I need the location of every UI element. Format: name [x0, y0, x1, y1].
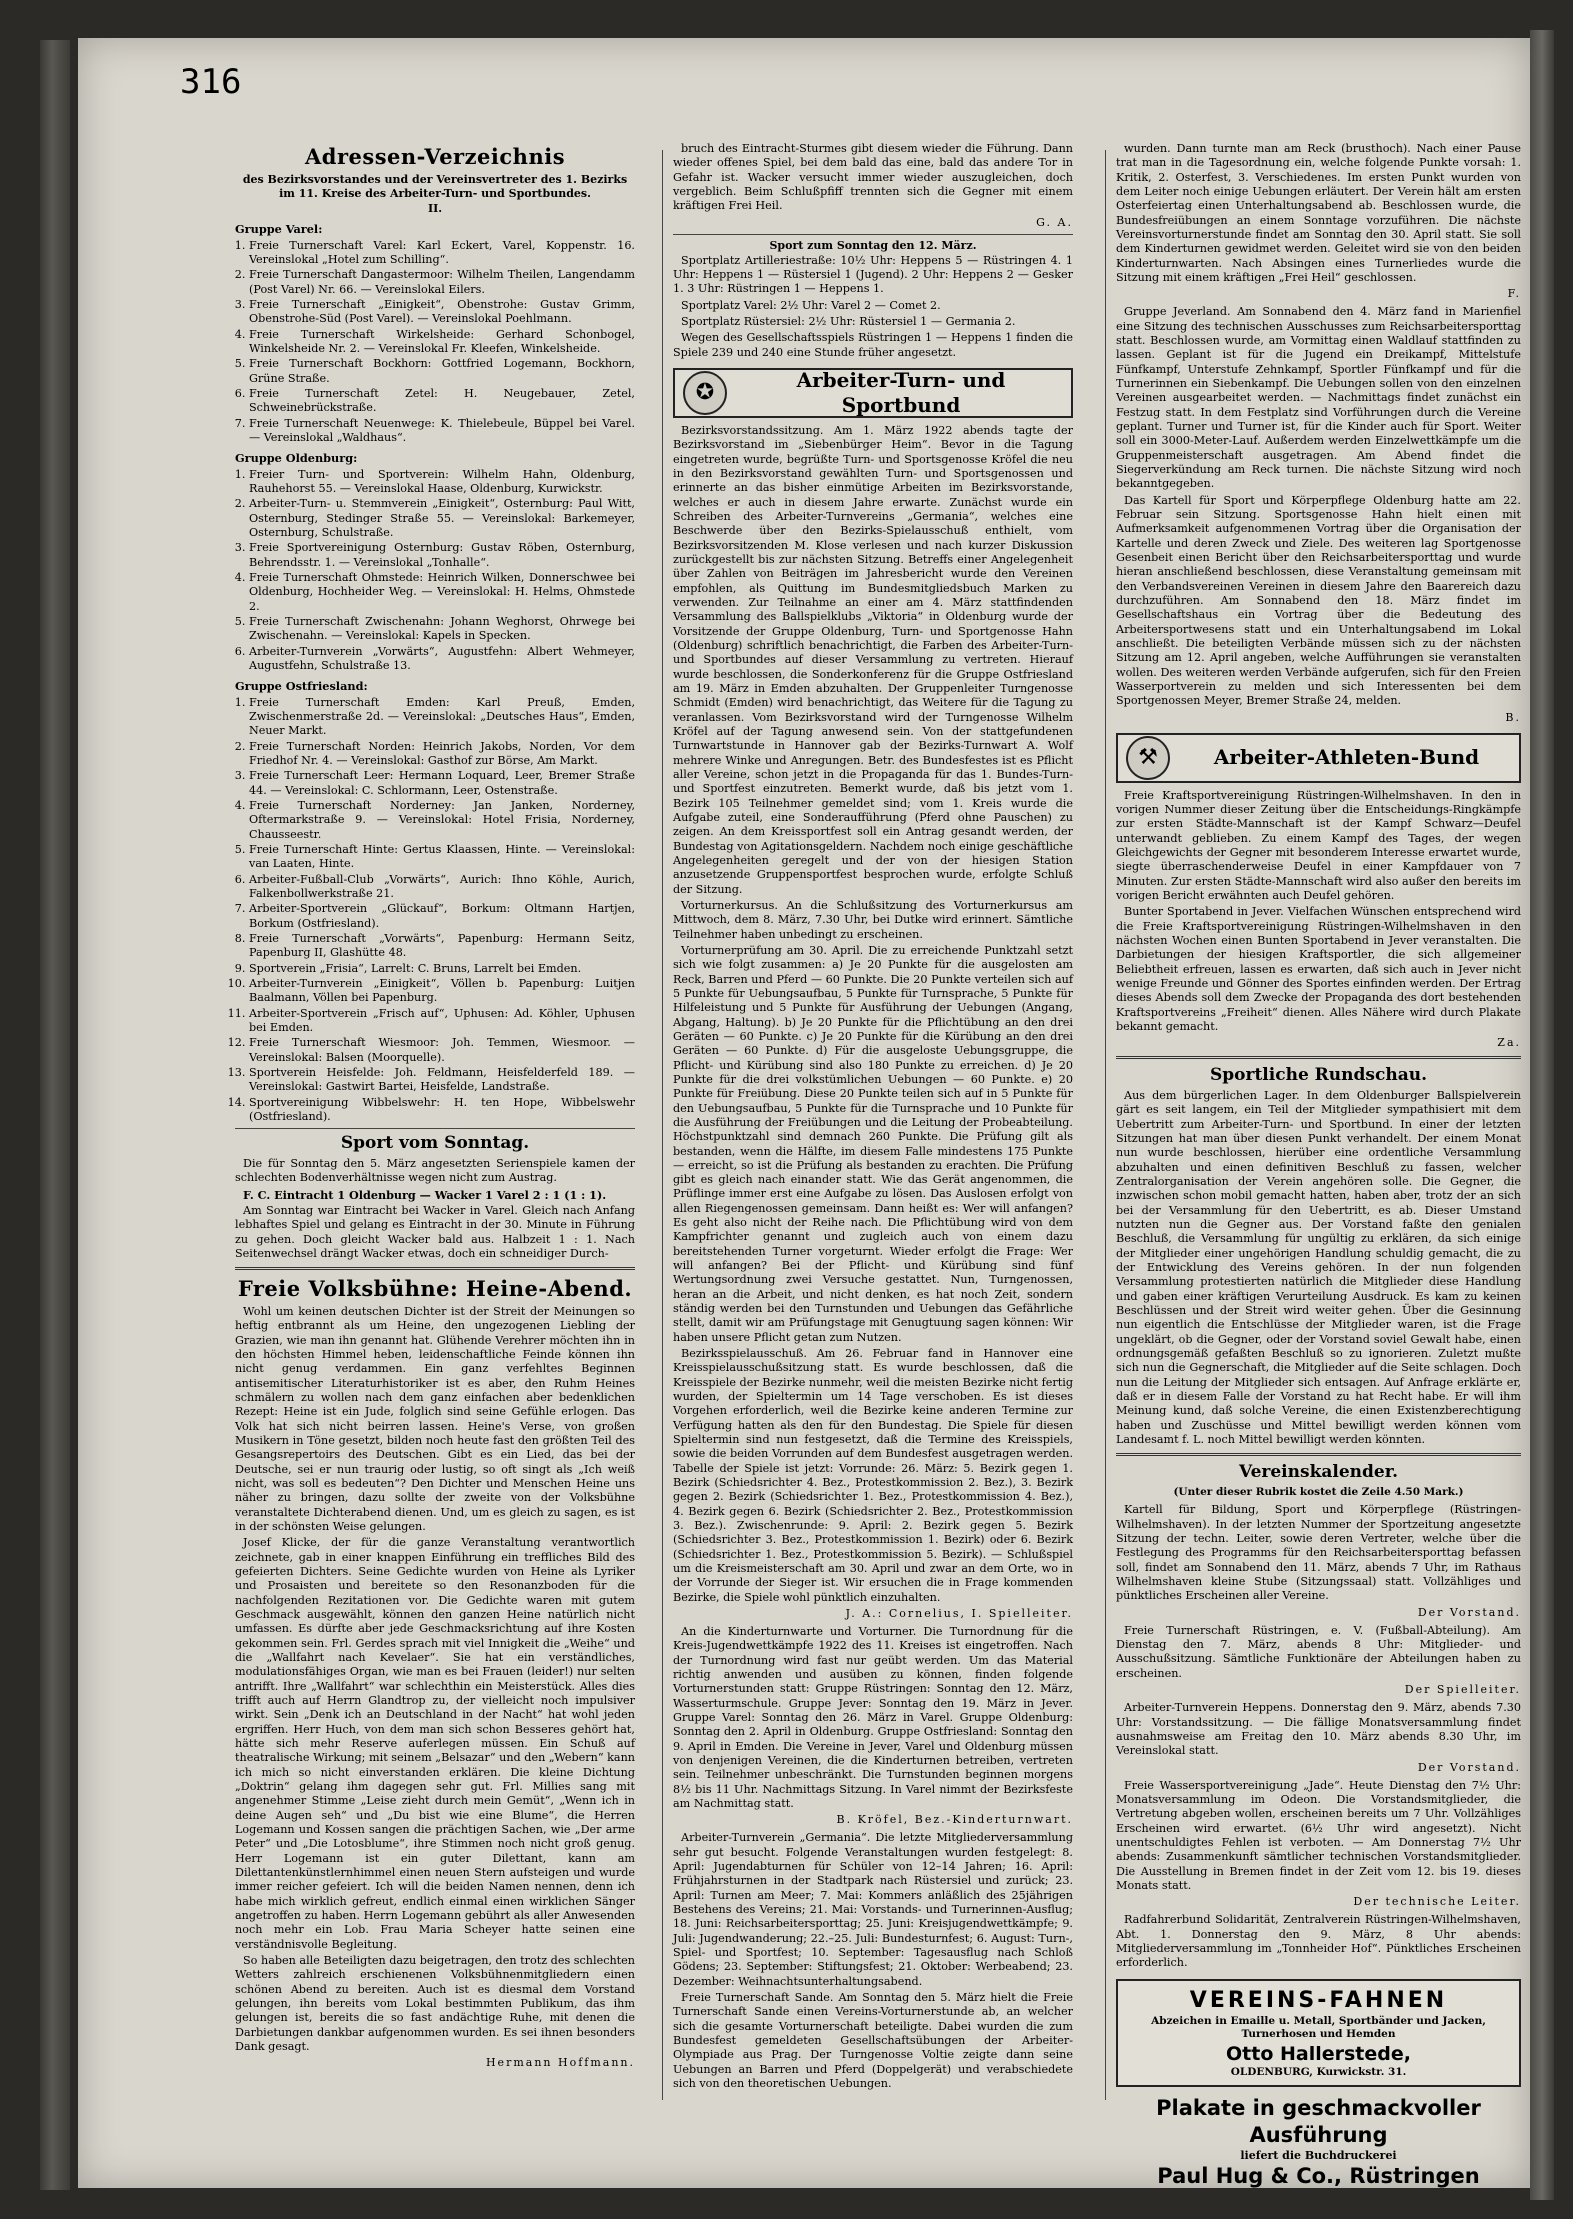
- list-item: 13. Sportverein Heisfelde: Joh. Feldmann, Heisfelderfeld 189. — Vereinslokal: Gastwirt Bartei, Heisfelde, Landstraße.: [249, 1066, 635, 1095]
- list-item: 5. Freie Turnerschaft Bockhorn: Gottfried Logemann, Bockhorn, Grüne Straße.: [249, 357, 635, 386]
- part-number: II.: [427, 202, 443, 216]
- ad-address: OLDENBURG, Kurwickstr. 31.: [1230, 2065, 1407, 2078]
- group-heading: Gruppe Oldenburg:: [235, 451, 358, 466]
- divider: [235, 1128, 635, 1129]
- list-item: 2. Freie Turnerschaft Dangastermoor: Wilhelm Theilen, Langendamm (Post Varel) Nr. 66. — Vereinslokal Eilers.: [249, 268, 635, 297]
- list-item: 7. Arbeiter-Sportverein „Glückauf“, Borkum: Oltmann Hartjen, Borkum (Ostfriesland).: [249, 902, 635, 931]
- print-advertisement: [1116, 2095, 1521, 2190]
- calendar-entry: Freie Turnerschaft Rüstringen, e. V. (Fußball-Abteilung). Am Dienstag den 7. März, abends 8 Uhr: Mitglieder- und Ausschußsitzung. Sämtliche Funktionäre der Abteilungen haben zu erscheinen.: [1116, 1623, 1521, 1680]
- article-paragraph: Am Sonntag war Eintracht bei Wacker in Varel. Gleich nach Anfang lebhaftes Spiel und gelang es Eintracht in der 30. Minute in Führung zu gehen. Doch gleicht Wacker bald aus. Halbzeit 1 : 1. Nach Seitenwechsel drängt Wacker etwas, doch ein schneidiger Durch-: [235, 1203, 635, 1260]
- article-paragraph: Bezirksspielausschuß. Am 26. Februar fand in Hannover eine Kreisspielausschußsitzung statt. Es wurde beschlossen, daß die Kreisspiele der Bezirke nunmehr, weil die meisten Bezirke nicht fertig wurden, der Spieltermin um 14 Tage verschoben. Es ist dieses Vorgehen erforderlich, weil die Bezirke keine anderen Termine zur Verfügung hatten als den für den Bundestag. Die Spiele für diesen Spieltermin sind nun festgesetzt, daß die Termine des Kreisspiels, sowie die beiden Vorrunden auf dem Bundesfest ausgetragen werden. Tabelle der Spiele ist jetzt: Vorrunde: 26. März: 5. Bezirk gegen 1. Bezirk (Schiedsrichter 4. Bez., Protestkommission 2. Bez.), 3. Bezirk gegen 2. Bezirk (Schiedsrichter 1. Bez., Protestkommission 4. Bez.), 4. Bezirk gegen 6. Bezirk (Schiedsrichter 2. Bez., Protestkommission 3. Bez.). Zwischenrunde: 9. April: 2. Bezirk gegen 5. Bezirk (Schiedsrichter 3. Bez., Protestkommission 1. Bezirk) oder 6. Bezirk (Schiedsrichter 1. Bez., Protestkommission 5. Bezirk). — Schlußspiel um die Kreismeisterschaft am 30. April und zwar an dem Orte, wo in der Vorrunde der Sieger ist. Wir ersuchen die in Frage kommenden Bezirke, die Spiele wohl pünktlich einzuhalten.: [673, 1347, 1073, 1604]
- sport-review-title: Sportliche Rundschau.: [1210, 1065, 1427, 1086]
- list-item: 3. Freie Turnerschaft „Einigkeit“, Obenstrohe: Gustav Grimm, Obenstrohe-Süd (Post Varel). — Vereinslokal Poehlmann.: [249, 298, 635, 327]
- list-item: 5. Freie Turnerschaft Hinte: Gertus Klaassen, Hinte. — Vereinslokal: van Laaten, Hinte.: [249, 843, 635, 872]
- article-paragraph: An die Kinderturnwarte und Vorturner. Die Turnordnung für die Kreis-Jugendwettkämpfe 1922 des 11. Kreises ist eingetroffen. Nach der Turnordnung wird fast nur geübt werden. Um das Material richtig anwenden und ausüben zu können, finden folgende Vorturnerstunden statt: Gruppe Rüstringen: Sonntag den 12. März, Wasserturmschule. Gruppe Jever: Sonntag den 19. März in Jever. Gruppe Varel: Sonntag den 26. März in Varel. Gruppe Oldenburg: Sonntag den 2. April in Oldenburg. Gruppe Ostfriesland: Sonntag den 9. April in Emden. Die Vereine in Jever, Varel und Oldenburg müssen von denjenigen Vereinen, die die Kinderturnen betreiben, vertreten sein. Teilnehmer unbeschränkt. Die Turnstunden beginnen morgens 8½ bis 11 Uhr. Nachmittags Sitzung. In Varel nimmt der Bezirksfeste am Nachmittag statt.: [673, 1625, 1073, 1811]
- ad-headline: Plakate in geschmackvoller Ausführung: [1156, 2096, 1481, 2148]
- author-signature: F.: [1507, 287, 1521, 301]
- author-signature: Za.: [1497, 1036, 1521, 1050]
- list-item: 5. Freie Turnerschaft Zwischenahn: Johann Weghorst, Ohrwege bei Zwischenahn. — Vereinslokal: Kapels in Specken.: [249, 615, 635, 644]
- author-signature: B. Kröfel, Bez.-Kinderturnwart.: [836, 1813, 1073, 1827]
- list-item: 4. Freie Turnerschaft Wirkelsheide: Gerhard Schonbogel, Winkelsheide Nr. 2. — Vereinslokal Fr. Kleefen, Winkelsheide.: [249, 328, 635, 357]
- article-paragraph: bruch des Eintracht-Sturmes gibt diesem wieder die Führung. Dann wieder offenes Spiel, bei dem bald das eine, bald das andere Tor in Gefahr ist. Wacker versucht immer wieder auszugleichen, doch vergeblich. Beim Schlußpfiff trennten sich die Gegner mit einem kräftigen Frei Heil.: [673, 142, 1073, 213]
- match-result: F. C. Eintracht 1 Oldenburg — Wacker 1 Varel 2 : 1 (1 : 1).: [243, 1187, 607, 1202]
- article-paragraph: Die für Sonntag den 5. März angesetzten Serienspiele kamen der schlechten Bodenverhältnisse wegen nicht zum Austrag.: [235, 1156, 635, 1185]
- article-paragraph: Arbeiter-Turnverein „Germania“. Die letzte Mitgliederversammlung sehr gut besucht. Folgende Veranstaltungen wurden festgelegt: 8. April: Jugendabturnen für Schüler von 12–14 Jahren; 16. April: Frühjahrsturnen in der Stadtpark nach Rüstersiel und zurück; 23. April: Turnen am Meer; 7. Mai: Kommers anläßlich des 25jährigen Bestehens des Vereins; 21. Mai: Vorstands- und Turnerinnen-Ausflug; 18. Juni: Reichsarbeitersporttag; 25. Juni: Kreisjugendwettkämpfe; 9. Juli: Jugendwanderung; 22.–25. Juli: Bundesturnfest; 6. August: Turn-, Spiel- und Sportfest; 10. September: Tagesausflug nach Schloß Gödens; 23. September: Stiftungsfest; 21. Oktober: Werbeabend; 23. Dezember: Weihnachtsunterhaltungsabend.: [673, 1831, 1073, 1988]
- list-item: 8. Freie Turnerschaft „Vorwärts“, Papenburg: Hermann Seitz, Papenburg II, Glashütte 48.: [249, 932, 635, 961]
- column-1: [235, 142, 635, 2074]
- calendar-entry: Radfahrerbund Solidarität, Zentralverein Rüstringen-Wilhelmshaven, Abt. 1. Donnerstag den 9. März, 8 Uhr abends: Mitgliederversammlung im „Tonnheider Hof“. Pünktliches Erscheinen erforderlich.: [1116, 1913, 1521, 1970]
- column-rule: [662, 150, 663, 2100]
- calendar-entry: Kartell für Bildung, Sport und Körperpflege (Rüstringen-Wilhelmshaven). In der letzten Nummer der Sportzeitung angesetzte Sitzung der techn. Leiter, sowie deren Vertreter, welche über die Festlegung des Programms für den Reichsarbeitersporttag befassen soll, findet am Sonnabend den 11. März, abends 7 Uhr, im Rathaus Wilhelmshaven kleine Stube (Sitzungssaal) statt. Vollzähliges und pünktliches Erscheinen aller Vereine.: [1116, 1503, 1521, 1603]
- page-number: 316: [180, 62, 242, 102]
- column-2: [673, 142, 1073, 2093]
- group-heading: Gruppe Ostfriesland:: [235, 679, 368, 694]
- list-item: 7. Freie Turnerschaft Neuenwege: K. Thielebeule, Büppel bei Varel. — Vereinslokal „Waldhaus“.: [249, 417, 635, 446]
- column-rule: [1105, 150, 1106, 2100]
- article-paragraph: Das Kartell für Sport und Körperpflege Oldenburg hatte am 22. Februar sein Sitzung. Sportsgenosse Hahn hielt einen mit Aufmerksamkeit aufgenommenen Vortrag über die Organisation der Kartelle und deren Zweck und Ziele. Des weiteren lag Sportgenosse Gesenbeit einen Bericht über den Reichsarbeitersporttag und wurde hieran anschließend beschlossen, diese Veranstaltung gemeinsam mit den Verbandsvereinen Vereinen in diesem Jahre den Baarereich dazu durchzuführen. Am Sonnabend den 18. März findet im Gesellschaftshaus ein Vortrag über die Bedeutung des Arbeitersportwesens statt und ein Unterhaltungsabend im Lokal anschließt. Die beteiligten Verbände müssen sich zu der nächsten Sitzung am 12. April angeben, welche Aufführungen sie veranstalten wollen. Des weiteren werden Verbände aufgerufen, sich für den Freien Wasserportverein zu melden und sich Interessenten bei dem Sportgenossen Meyer, Bremer Straße 24, melden.: [1116, 493, 1521, 708]
- article-paragraph: Freie Turnerschaft Sande. Am Sonntag den 5. März hielt die Freie Turnerschaft Sande einen Vereins-Vorturnerstunde ab, an welcher sich die gesamte Vorturnerschaft beteiligte. Dabei wurden die zum Bundesfest gemeldeten Gesellschaftsübungen der Arbeiter-Olympiade aus Prag. Der Turngenosse Voltie zeigte dann seine Uebungen an Barren und Pferd (Doppelgerät) und verabschiedete sich von den theoretischen Uebungen.: [673, 1991, 1073, 2090]
- article-paragraph: Josef Klicke, der für die ganze Veranstaltung verantwortlich zeichnete, gab in einer knappen Einführung ein treffliches Bild des gefeierten Dichters. Seine Gedichte wurden von Heine als Lyriker und Prosaisten und bereitete so den Resonanzboden für die nachfolgenden Rezitationen vor. Die Gedichte waren mit gutem Geschmack ausgewählt, können den ganzen Heine natürlich nicht umfassen. Es dürfte aber jede Geschmacksrichtung auf ihre Kosten gekommen sein. Frl. Gerdes sprach mit viel Innigkeit die „Weihe“ und die „Wallfahrt nach Kevelaer“. Sie hat ein verständliches, modulationsfähiges Organ, wie man es bei Frauen (leider!) nur selten antrifft. Ihre „Wallfahrt“ war schlechthin ein Meisterstück. Alles dies trifft auch auf Herrn Glandtrop zu, der vielleicht noch impulsiver wirkt. Sein „Denk ich an Deutschland in der Nacht“ hat wohl jeden ergriffen. Herr Huch, von dem man sich schon Besseres gehört hat, hätte sich mehr Reserve auferlegen müssen. Ein Schuß auf theatralische Wirkung; mit seinem „Belsazar“ und den „Webern“ kann ich mich so nicht einverstanden erklären. Die kleine Dichtung „Doktrin“ gelang ihm dagegen sehr gut. Frl. Millies sang mit angenehmer Stimme „Leise zieht durch mein Gemüt“, „Wenn ich in deine Augen seh“ und „Du bist wie eine Blume“, die Herren Logemann und Kossen sangen die prächtigen Sachen, wie „Der arme Peter“ und „Die Lotosblume“, ihre Stimmen noch nicht groß genug. Herr Logemann ist ein guter Dilettant, kann am Dilettantenkünstlernhimmel einen neuen Stern aufsteigen und wurde immer reicher gefeiert. Ich will die beiden Namen nennen, denn ich habe mich wirklich gefreut, endlich einmal einen wirklichen Sänger angetroffen zu haben. Herrn Logemann gebührt als aller Anwesenden noch mehr ein Lob. Frau Maria Scheyer hatte seinen eine verständnisvolle Begleitung.: [235, 1536, 635, 1951]
- list-item: 3. Freie Turnerschaft Leer: Hermann Loquard, Leer, Bremer Straße 44. — Vereinslokal: C. Schlormann, Leer, Ostenstraße.: [249, 769, 635, 798]
- list-item: 12. Freie Turnerschaft Wiesmoor: Joh. Temmen, Wiesmoor. — Vereinslokal: Balsen (Moorquelle).: [249, 1036, 635, 1065]
- list-item: 4. Freie Turnerschaft Norderney: Jan Janken, Norderney, Oftermarkstraße 9. — Vereinslokal: Hotel Frisia, Norderney, Chausseestr.: [249, 799, 635, 842]
- author-signature: Der Spielleiter.: [1404, 1683, 1521, 1697]
- group-heading: Gruppe Varel:: [235, 222, 323, 237]
- list-item: 2. Freie Turnerschaft Norden: Heinrich Jakobs, Norden, Vor dem Friedhof Nr. 4. — Vereinslokal: Gasthof zur Börse, Am Markt.: [249, 740, 635, 769]
- club-calendar-title: Vereinskalender.: [1238, 1462, 1399, 1483]
- address-list-varel: [235, 239, 635, 446]
- divider: [673, 234, 1073, 235]
- divider: [1116, 1056, 1521, 1059]
- article-paragraph: wurden. Dann turnte man am Reck (brusthoch). Nach einer Pause trat man in die Tagesordnung ein, welche folgende Punkte vorsah: 1. Kritik, 2. Osterfest, 3. Verschiedenes. Im ersten Punkt wurden von dem Leiter noch einige Uebungen erläutert. Der Verein hält am ersten Osterfeiertag einen Unterhaltungsabend ab. Beschlossen wurde, die Bundesfreiübungen an einem Sonntage vorzuführen. Die nächste Vereinsvorturnerstunde findet am Sonntag den 30. April statt. Sie soll dem Kinderturnen gewidmet werden. Geleitet wird sie von den beiden Kinderturnwarten. Nach Absingen eines Turnerliedes wurde die Sitzung mit einem kräftigen „Frei Heil“ geschlossen.: [1116, 142, 1521, 284]
- binding-edge: [40, 40, 70, 2190]
- athleten-banner: [1116, 733, 1521, 783]
- list-item: 10. Arbeiter-Turnverein „Einigkeit“, Völlen b. Papenburg: Luitjen Baalmann, Völlen bei Papenburg.: [249, 977, 635, 1006]
- article-paragraph: Wegen des Gesellschaftsspiels Rüstringen 1 — Heppens 1 finden die Spiele 239 und 240 eine Stunde früher angesetzt.: [673, 331, 1073, 359]
- page-edge: [1530, 30, 1554, 2200]
- banner-title: Arbeiter-Turn- und Sportbund: [796, 367, 1006, 418]
- author-signature: Der Vorstand.: [1417, 1605, 1521, 1619]
- list-item: 1. Freie Turnerschaft Varel: Karl Eckert, Varel, Koppenstr. 16. Vereinslokal „Hotel zum Schilling“.: [249, 239, 635, 268]
- list-item: 6. Arbeiter-Turnverein „Vorwärts“, Augustfehn: Albert Wehmeyer, Augustfehn, Schulstraße 13.: [249, 645, 635, 674]
- author-signature: Der technische Leiter.: [1353, 1895, 1521, 1909]
- article-paragraph: Vorturnerprüfung am 30. April. Die zu erreichende Punktzahl setzt sich wie folgt zusammen: a) Je 20 Punkte für die ausgelosten am Reck, Barren und Pferd — 60 Punkte. Die 20 Punkte verteilen sich auf 5 Punkte für Uebungsaufbau, 5 Punkte für Turnsprache, 5 Punkte für Hilfeleistung und 5 Punkte für Ausführung der Uebungen (Angang, Abgang, Haltung). b) Je 20 Punkte für die Pflichtübung an den drei Geräten — 60 Punkte. c) Je 20 Punkte für die Kürübung an den drei Geräten — 60 Punkte. d) Für die ausgeloste Uebungsgruppe, die Pflicht- und Kürübung sind also 180 Punkte zu erreichen. d) Je 20 Punkte für die drei volkstümlichen Uebungen — 60 Punkte. e) 20 Punkte für Freiübung. Diese 20 Punkte teilen sich auf in 5 Punkte für den Uebungsaufbau, 5 Punkte für die Turnsprache und 10 Punkte für die Ausführung der Freiübungen und die Leitung der Probeabteilung. Höchstpunktzahl sind demnach 260 Punkte. Die Prüfung gilt als bestanden, wenn die Hälfte, im diesem Falle mindestens 175 Punkte — erreicht, so ist die Prüfung als bestanden zu erachten. Die Prüfung gibt es gleich nach einander statt. Wie das Gerät angenommen, die Prüflinge immer erst eine Aufgabe zu lösen. Das Auslosen erfolgt von allen Riegengenossen gemeinsam. Dann heißt es: Wer will anfangen? Es geht also nicht der Reihe nach. Die Pflichtübung wird von dem Kampfrichter genannt und zugleich auch von einem dazu bereitstehenden Turner vorgeturnt. Wieder erfolgt die Frage: Wer will anfangen? Bei der Pflicht- und Kürübung sind fünf Wertungsordnung zwei Versuche gestattet. Nun, Turngenossen, heran an die Arbeit, und nicht denken, es hat noch Zeit, sondern ständig werden bei den Turnstunden und Uebungen das Gefährliche stellt, damit wir am Prüfungstage mit Genugtuung sagen können: Wir haben unsere Pflicht getan zum Nutzen.: [673, 943, 1073, 1344]
- atus-banner: [673, 368, 1073, 418]
- author-signature: Hermann Hoffmann.: [485, 2056, 635, 2070]
- article-paragraph: Vorturnerkursus. An die Schlußsitzung des Vorturnerkursus am Mittwoch, dem 8. März, 7.30 Uhr, bei Dutke wird erinnert. Sämtliche Teilnehmer haben unbedingt zu erscheinen.: [673, 898, 1073, 941]
- address-list-oldenburg: [235, 468, 635, 674]
- article-paragraph: So haben alle Beteiligten dazu beigetragen, den trotz des schlechten Wetters zahlreich erschienenen Volksbühnenmitgliedern einen schönen Abend zu bereiten. Auch ist es diesmal dem Vorstand gelungen, ihn bereits vom Lokal bestimmten Publikum, das ihm gelungen ist, bereits die so fast andächtige Ruhe, mit denen die Darbietungen dankbar aufgenommen wurden. Es sei ihnen besonders Dank gesagt.: [235, 1953, 635, 2053]
- calendar-price-note: (Unter dieser Rubrik kostet die Zeile 4.50 Mark.): [1173, 1485, 1464, 1498]
- article-paragraph: Sportplatz Artilleriestraße: 10½ Uhr: Heppens 5 — Rüstringen 4. 1 Uhr: Heppens 1 — Rüstersiel 1 (Jugend). 2 Uhr: Heppens 2 — Gesker 1. 3 Uhr: Rüstringen 1 — Heppens 1.: [673, 253, 1073, 296]
- sport-sunday-title: Sport vom Sonntag.: [340, 1133, 530, 1154]
- list-item: 6. Freie Turnerschaft Zetel: H. Neugebauer, Zetel, Schweinebrückstraße.: [249, 387, 635, 416]
- article-paragraph: Bunter Sportabend in Jever. Vielfachen Wünschen entsprechend wird die Freie Kraftsportvereinigung Rüstringen-Wilhelmshaven in den nächsten Wochen einen Bunten Sportabend in Jever veranstalten. Die Darbietungen der hiesigen Kraftsportler, die sich allgemeiner Beliebtheit erfreuen, lassen es erwarten, daß sich auch in Jever nicht wenige Freunde und Gönner des Sportes einfinden werden. Der Ertrag dieses Abends soll dem Zwecke der Propaganda des dort bestehenden Kraftsportvereins „Freiheit“ dienen. Alles Nähere wird durch Plakate bekannt gemacht.: [1116, 905, 1521, 1033]
- list-item: 1. Freie Turnerschaft Emden: Karl Preuß, Emden, Zwischenmerstraße 2d. — Vereinslokal: „Deutsches Haus“, Emden, Neuer Markt.: [249, 696, 635, 739]
- divider: [235, 1267, 635, 1270]
- banner-title: Arbeiter-Athleten-Bund: [1213, 744, 1480, 769]
- author-signature: Der Vorstand.: [1417, 1760, 1521, 1774]
- article-paragraph: Sportplatz Rüstersiel: 2½ Uhr: Rüstersiel 1 — Germania 2.: [681, 315, 1016, 329]
- list-item: 4. Freie Turnerschaft Ohmstede: Heinrich Wilken, Donnerschwee bei Oldenburg, Hochheider Weg. — Vereinslokal: H. Helms, Ohmstede 2.: [249, 571, 635, 614]
- article-paragraph: Sportplatz Varel: 2½ Uhr: Varel 2 — Comet 2.: [681, 298, 941, 312]
- author-signature: J. A.: Cornelius, I. Spielleiter.: [845, 1607, 1073, 1620]
- address-directory-subtitle: des Bezirksvorstandes und der Vereinsvertreter des 1. Bezirks im 11. Kreise des Arbeiter-Turn- und Sportbundes.: [242, 172, 628, 200]
- ad-headline: VEREINS-FAHNEN: [1189, 1987, 1448, 2013]
- list-item: 1. Freier Turn- und Sportverein: Wilhelm Hahn, Oldenburg, Rauhehorst 55. — Vereinslokal Haase, Oldenburg, Kurwickstr.: [249, 468, 635, 497]
- article-paragraph: Bezirksvorstandssitzung. Am 1. März 1922 abends tagte der Bezirksvorstand im „Siebenbürger Heim“. Bevor in die Tagung eingetreten wurde, begrüßte Turn- und Sportsgenosse Kröfel die neu in den Bezirksvorstand gewählten Turn- und Sportsgenossen und erinnerte an das bisher einmütige Arbeiten im Bezirksvorstande, welches er auch in diesem Jahre erwarte. Zunächst wurde ein Schreiben des Arbeiter-Turnvereins „Germania“, welches eine Beschwerde über den Bezirks-Spielausschuß enthielt, vom Bezirksvorsitzenden M. Klose verlesen und nach kurzer Diskussion zurückgestellt bis zur nächsten Sitzung. Betreffs einer Angelegenheit über Zahlen von Beiträgen im Jahresbericht wurde den Vereinen empfohlen, als Quittung im Bundesmitgliedsbuch Marken zu verwenden. Zur Teilnahme an einer am 4. März stattfindenden Versammlung des Ballspielklubs „Viktoria“ in Oldenburg wurde der Vorsitzende der Gruppe Oldenburg, Turn- und Sportgenosse Hahn (Oldenburg) schriftlich benachrichtigt, die Farben des Arbeiter-Turn- und Sportbundes auf dieser Versammlung zu vertreten. Hierauf wurde beschlossen, die Sonderkonferenz für die Gruppe Ostfriesland am 19. März in Emden abzuhalten. Der Gruppenleiter Turngenosse Schmidt (Emden) wird benachrichtigt, das Weitere für die Tagung zu veranlassen. Vom Bezirksvorstand wird der Turngenosse Wilhelm Kröfel auf der Tagung anwesend sein. Von der stattgefundenen Turnwartstunde in Hannover gab der Bezirks-Turnwart A. Wolf mehrere Winke und Anregungen. Betr. des Bundesfestes ist es Pflicht aller Vereine, schon jetzt in die Propaganda für das 1. Bundes-Turn- und Sportfest einzutreten. Bemerkt wurde, daß bis jetzt vom 1. Bezirk 105 Teilnehmer gemeldet sind; vom 1. Kreis wurde die Aufgabe zuteil, eine Sonderaufführung (Pferd ohne Pauschen) zu zeigen. An dem Kreissportfest soll ein Antrag gesandt werden, der Bundestag von Agitationsgeldern. Nachdem noch einige geschäftliche Angelegenheiten geregelt und der von der hiesigen Station anzusetzende Gruppensportfest besprochen wurde, erfolgte Schluß der Sitzung.: [673, 424, 1073, 896]
- atus-emblem-icon: ✪: [683, 371, 727, 415]
- list-item: 2. Arbeiter-Turn- u. Stemmverein „Einigkeit“, Osternburg: Paul Witt, Osternburg, Stedinger Straße 55. — Vereinslokal: Barkemeyer, Osternburg, Schulstraße.: [249, 497, 635, 540]
- article-paragraph: Freie Kraftsportvereinigung Rüstringen-Wilhelmshaven. In den in vorigen Nummer dieser Zeitung über die Entscheidungs-Ringkämpfe zur ersten Städte-Mannschaft ist der Kampf Schwarz—Deufel unterwandt geblieben. Zu einem Kampf des Tages, der wegen Gleichgewichts der Gegner mit besonderem Interesse erwartet wurde, siegte überraschenderweise Deufel in einer Kampfdauer von 7 Minuten. Zur ersten Städte-Mannschaft wird also außer den bereits im vorigen Bericht erwähnten auch Deufel gehören.: [1116, 788, 1521, 902]
- section-heading: Sport zum Sonntag den 12. März.: [769, 238, 977, 252]
- ad-company: Otto Hallerstede,: [1226, 2042, 1411, 2065]
- calendar-entry: Freie Wassersportvereinigung „Jade“. Heute Dienstag den 7½ Uhr: Monatsversammlung im Odeon. Die Vorstandsmitglieder, die Vertretung abgeben wollen, erscheinen bereits um 7 Uhr. Vollzähliges Erscheinen wird erwartet. (6½ Uhr wird angesetzt). Nicht unentschuldigtes Fehlen ist verboten. — Am Donnerstag 7½ Uhr abends: Zusammenkunft sämtlicher technischen Vorstandsmitglieder. Die Ausstellung in Bremen findet in der Zeit vom 12. bis 19. dieses Monats statt.: [1116, 1778, 1521, 1892]
- athlete-emblem-icon: ⚒: [1126, 736, 1170, 780]
- ad-text: liefert die Buchdruckerei: [1240, 2149, 1397, 2163]
- list-item: 14. Sportvereinigung Wibbelswehr: H. ten Hope, Wibbelswehr (Ostfriesland).: [249, 1096, 635, 1125]
- article-paragraph: Wohl um keinen deutschen Dichter ist der Streit der Meinungen so heftig entbrannt als um Heine, den ungezogenen Liebling der Grazien, wie man ihn genannt hat. Glühende Verehrer möchten ihn in den höchsten Himmel heben, leidenschaftliche Feinde können ihn nicht genug verdammen. Ein ganz verfehltes Beginnen antisemitischer Literaturhistoriker ist es aber, den Ruhm Heines schmälern zu wollen nach dem ganz einfachen aber bedenklichen Rezept: Heine ist ein Jude, folglich sind seine Gefühle erlogen. Das Volk hat sich nicht beirren lassen. Heine's Verse, von großen Musikern in Töne gesetzt, bilden noch heute fast den größten Teil des Gesangsrepertoirs des Deutschen. Gibt es ein Lied, das bei der Deutsche, sei er nun traurig oder lustig, so oft singt als „Ich weiß nicht, was soll es bedeuten“? Den Dichter und Menschen Heine uns näher zu bringen, dazu sollte der zweite von der Volksbühne veranstaltete Dichterabend dienen. Und, um es gleich zu sagen, es ist in der schönsten Weise gelungen.: [235, 1305, 635, 1534]
- address-directory-title: Adressen-Verzeichnis: [304, 144, 566, 169]
- list-item: 3. Freie Sportvereinigung Osternburg: Gustav Röben, Osternburg, Behrendsstr. 1. — Vereinslokal „Tonhalle“.: [249, 541, 635, 570]
- author-signature: B.: [1505, 710, 1521, 724]
- heine-evening-title: Freie Volksbühne: Heine-Abend.: [237, 1276, 633, 1302]
- calendar-entry: Arbeiter-Turnverein Heppens. Donnerstag den 9. März, abends 7.30 Uhr: Vorstandssitzung. — Die fällige Monatsversammlung findet ausnahmsweise am Freitag den 10. März abends 8.30 Uhr, im Vereinslokal statt.: [1116, 1701, 1521, 1758]
- divider: [1116, 1453, 1521, 1456]
- column-3: [1116, 142, 1521, 2190]
- article-paragraph: Aus dem bürgerlichen Lager. In dem Oldenburger Ballspielverein gärt es seit langem, ein Teil der Mitglieder sympathisiert mit dem Uebertritt zum Arbeiter-Turn- und Sportbund. In einer der letzten Sitzungen hat man über diesen Punkt verhandelt. Der einem Monat nun wurde beschlossen, hierüber eine ordentliche Versammlung abzuhalten und einen definitiven Beschluß zu fassen, welcher Zentralorganisation der Verein angehören solle. Die Gegner, die inzwischen schon mobil gemacht hatten, haben aber, trotz der an sich bei der Versammlung für den Uebertritt, es ab. Dieser Umstand nutzten nun die Gegner aus. Der Vorstand faßte den genialen Beschluß, die Versammlung für ungültig zu erklären, da sich einige der Mitglieder einer ungehörigen Handlung schuldig gemacht, die zu der Entwicklung des Vereins gehören. In der nun folgenden Versammlung protestierten natürlich die Mitglieder diese Handlung und gaben einer kräftigen Verurteilung Ausdruck. Es kam zu keinen Beschlüssen und der Streit wird weiter gehen. Über die Gesinnung nun eigentlich die Entschlüsse der Mitglieder waren, ist die Frage ungeklärt, ob die Gegner, oder der Vorstand soviel Gewalt habe, einen ordnungsgemäß gefaßten Beschluß so zu ignorieren. Zuletzt mußte sich nun die Gegnerschaft, die Mitglieder auf die Seite schlagen. Doch nun die Leitung der Mitglieder sich entsagen. Auf Anfrage erklärte er, daß er in diesem Falle der Vorstand zu hat Recht habe. Er will ihm Meinung kund, daß solche Vereine, die einen Existenzberechtigung haben und Zuschüsse und Mittel bewilligt werden können vom Landesamt f. L. noch Mittel bewilligt werden könnten.: [1116, 1089, 1521, 1446]
- ad-company: Paul Hug & Co., Rüstringen: [1157, 2164, 1480, 2189]
- ad-text: Abzeichen in Emaille u. Metall, Sportbänder und Jacken, Turnerhosen und Hemden: [1151, 2014, 1486, 2041]
- article-paragraph: Gruppe Jeverland. Am Sonnabend den 4. März fand in Marienfiel eine Sitzung des technischen Ausschusses zum Reichsarbeitersporttag statt. Beschlossen wurde, am Vormittag einen Waldlauf stattfinden zu lassen. Geplant ist für die Jugend ein Dreikampf, Mittelstufe Fünfkampf, Unterstufe Zehnkampf, Sportler Fünfkampf und für die Turnerinnen ein Siebenkampf. Die Uebungen sollen von den einzelnen Vereinen ausgearbeitet werden. — Nachmittags findet zunächst ein Festzug statt. In dem Festplatz sind Vorführungen durch die Vereine geplant. Turner und Turner ist, für die Kinder auch für Sport. Weiter soll ein 3000-Meter-Lauf. Außerdem werden Einzelwettkämpfe um die Gruppenmeisterschaft ausgetragen. Am Abend findet die Siegerverkündung am Reck turnen. Die nächste Sitzung wird noch bekanntgegeben.: [1116, 305, 1521, 491]
- list-item: 6. Arbeiter-Fußball-Club „Vorwärts“, Aurich: Ihno Köhle, Aurich, Falkenbollwerkstraße 21.: [249, 873, 635, 902]
- list-item: 11. Arbeiter-Sportverein „Frisch auf“, Uphusen: Ad. Köhler, Uphusen bei Emden.: [249, 1007, 635, 1036]
- address-list-ostfriesland: [235, 696, 635, 1125]
- list-item: 9. Sportverein „Frisia“, Larrelt: C. Bruns, Larrelt bei Emden.: [249, 962, 635, 976]
- author-signature: G. A.: [1036, 215, 1073, 229]
- flag-advertisement: [1116, 1979, 1521, 2088]
